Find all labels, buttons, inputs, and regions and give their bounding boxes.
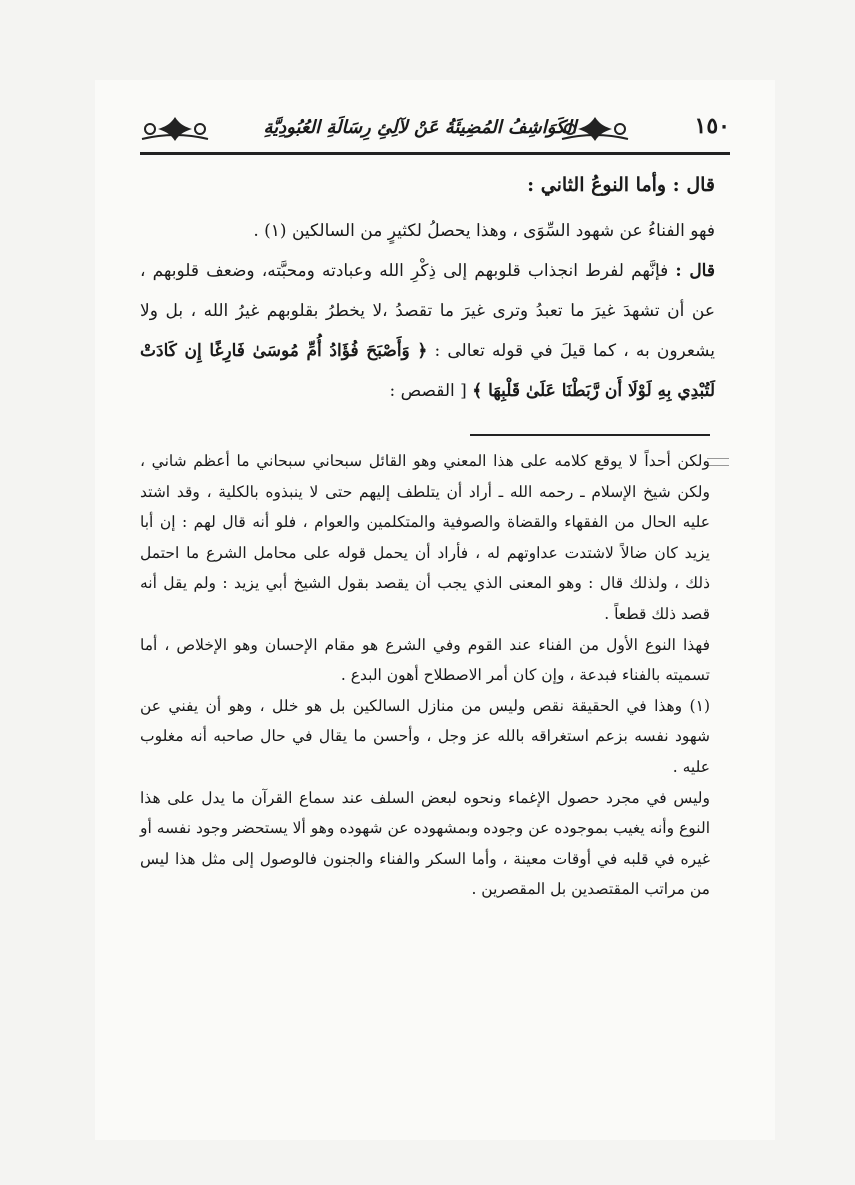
verse-reference: [ القصص : <box>389 381 467 401</box>
header-divider <box>140 152 730 155</box>
quran-verse: ﴿ وَأَصْبَحَ فُؤَادُ أُمِّ مُوسَىٰ فَارِغًا إِن كَادَتْ لَتُبْدِي بِهِ لَوْلَا أَن رَّبَطْنَا عَلَىٰ قَلْبِهَا ﴾ <box>140 341 715 401</box>
footnote-paragraph: فهذا النوع الأول من الفناء عند القوم وفي الشرع هو مقام الإحسان وهو الإخلاص ، أما تسميته بالفناء فبدعة ، وإن كان أمر الاصطلاح أهون البدع . <box>140 635 710 685</box>
footnote-marker: (١) <box>689 696 710 715</box>
qal-label: قال : <box>675 261 715 281</box>
paragraph-text: فإنَّهم لفرط انجذاب قلوبهم إلى ذِكْرِ الله وعبادته ومحبَّته، وضعف قلوبهم ، عن أن تشهدَ غيرَ ما تعبدُ وترى غيرَ ما تقصدُ ،لا يخطرُ بقلوبهم غيرُ الله ، بل ولا يشعرون به ، كما قيلَ في قوله تعالى : <box>140 261 716 361</box>
ornament-icon <box>560 113 630 145</box>
section-heading: قال : وأما النوعُ الثاني : <box>527 174 715 196</box>
paragraph: فهو الفناءُ عن شهود السِّوَى ، وهذا يحصلُ لكثيرٍ من السالكين (١) . <box>253 221 715 241</box>
page-number: ١٥٠ <box>694 113 730 139</box>
page-header <box>140 105 730 151</box>
running-title: الكَوَاشِفُ المُضِيئَةُ عَنْ لآلِئِ رِسَالَةِ العُبُودِيَّةِ <box>263 117 577 138</box>
footnote-paragraph: ولكن أحداً لا يوقع كلامه على هذا المعني وهو القائل سبحاني سبحاني ما أعظم شاني ، ولكن شيخ الإسلام ـ رحمه الله ـ أراد أن يتلطف إليهم حتى لا ينبذوه بالكلية ، وقد اشتد عليه الحال من الفقهاء والقضاة والصوفية والمتكلمين والعوام ، فلو أنه قال لهم : إن أبا يزيد كان ضالاً لاشتدت عداوتهم له ، فأراد أن يحمل قوله على محامل الشرع ما احتمل ذلك ، ولذلك قال : وهو المعنى الذي يجب أن يقصد بقول الشيخ أبي يزيد : ولم يقل أنه قصد ذلك قطعاً . <box>140 452 710 623</box>
ornament-icon <box>140 113 210 145</box>
margin-mark <box>707 458 729 466</box>
footnotes <box>140 446 710 905</box>
footnote-paragraph <box>140 691 710 783</box>
paragraph <box>140 251 715 411</box>
footnote-paragraph: وليس في مجرد حصول الإغماء ونحوه لبعض السلف عند سماع القرآن ما يدل على هذا النوع وأنه يغيب بموجوده عن وجوده وبمشهوده عن شهوده وهو ألا يستحضر وجود نفسه أو غيره في قلبه في أوقات معينة ، وأما السكر والفناء والجنون فالوصول إلى مثل هذا ليس من مراتب المقتصدين بل المقصرين . <box>140 788 710 899</box>
footnote-divider <box>470 434 710 436</box>
footnote-text: وهذا في الحقيقة نقص وليس من منازل السالكين بل هو خلل ، وهو أن يفني عن شهود نفسه بزعم استغراقه بالله عز وجل ، وأحسن ما يقال في حال صاحبه أنه مغلوب عليه . <box>140 696 710 776</box>
main-text <box>140 165 715 411</box>
